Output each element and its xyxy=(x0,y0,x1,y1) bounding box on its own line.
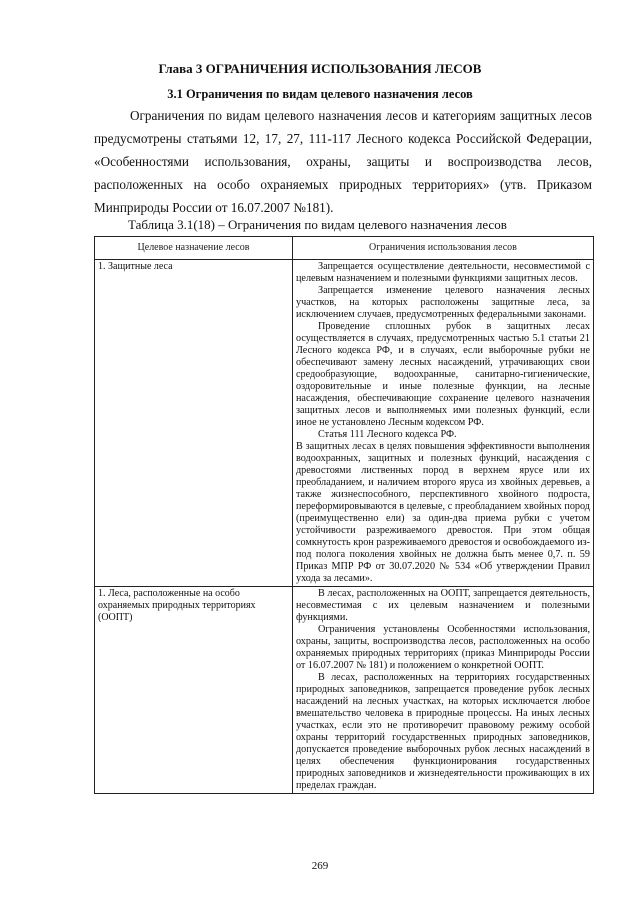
restriction-paragraph: Ограничения установлены Особенностями использования, охраны, защиты, воспроизводства лесов, расположенных на особо охраняемых природных территориях (приказ Минприроды России от 16.07.2007 № 181) и положением о конкретной ООПТ. xyxy=(295,624,590,671)
intro-text xyxy=(94,104,592,219)
restriction-paragraph: Запрещается изменение целевого назначения лесных участков, на которых расположены защитные леса, за исключением случаев, предусмотренных федеральными законами. xyxy=(295,285,590,320)
table-row xyxy=(95,260,594,587)
table-row xyxy=(95,587,594,794)
row-purpose-name: 1. Леса, расположенные на особо охраняемых природных территориях (ООПТ) xyxy=(95,587,293,794)
table-caption: Таблица 3.1(18) – Ограничения по видам целевого назначения лесов xyxy=(128,217,507,232)
row-restrictions xyxy=(292,587,593,794)
page-number: 269 xyxy=(311,860,329,872)
restriction-paragraph: Запрещается осуществление деятельности, несовместимой с целевым назначением и полезными функциями защитных лесов. xyxy=(295,261,590,284)
restriction-paragraph: Проведение сплошных рубок в защитных лесах осуществляется в случаях, предусмотренных частью 5.1 статьи 21 Лесного кодекса РФ, и в случаях, если выборочные рубки не обеспечивают замену лесных насаждений, утрачивающих свои средообразующие, водоохранные, санитарно-гигиенические, оздоровительные и иные полезные функции, на лесные насаждения, обеспечивающие сохранение целевого назначения защитных лесов и выполняемых ими полезных функций, если иное не установлено Лесным кодексом РФ. xyxy=(295,321,590,428)
section-title: 3.1 Ограничения по видам целевого назначения лесов xyxy=(167,87,473,101)
chapter-title: Глава 3 ОГРАНИЧЕНИЯ ИСПОЛЬЗОВАНИЯ ЛЕСОВ xyxy=(158,61,482,76)
restriction-paragraph: В лесах, расположенных на ООПТ, запрещается деятельность, несовместимая с их целевым назначением и полезными функциями. xyxy=(295,588,590,623)
restriction-paragraph: В лесах, расположенных на территориях государственных природных заповедников, запрещается проведение рубок лесных насаждений на лесных участках, на которых исключается любое вмешательство человека в природные процессы. На иных лесных участках, если это не противоречит правовому режиму особой охраны территорий государственных природных заповедников, допускается проведение выборочных рубок лесных насаждений в целях обеспечения функционирования государственных природных заповедников и жизнедеятельности проживающих в их пределах граждан. xyxy=(295,672,590,791)
header-purpose: Целевое назначение лесов xyxy=(95,237,293,260)
restriction-paragraph: В защитных лесах в целях повышения эффективности выполнения водоохранных, защитных и полезных функций, насаждения с древостоями лиственных пород в верхнем ярусе или их преобладанием, и наличием второго яруса из хвойных деревьев, а также жизнеспособного, перспективного хвойного подроста, переформировываются в целевые, с преобладанием хвойных пород (преимущественно ели) за один-два приема рубки с учетом устойчивости разреживаемого древостоя. При этом общая сомкнутость крон разреживаемого древостоя и освобождаемого из-под полога поколения хвойных не должна быть менее 0,7. п. 59 Приказ МПР РФ от 30.07.2020 № 534 «Об утверждении Правил ухода за лесами». xyxy=(295,441,590,584)
intro-paragraph: Ограничения по видам целевого назначения лесов и категориям защитных лесов предусмотрены статьями 12, 17, 27, 111-117 Лесного кодекса Российской Федерации, «Особенностями использования, охраны, защиты и воспроизводства лесов, расположенных на особо охраняемых природных территориях» (утв. Приказом Минприроды России от 16.07.2007 №181). xyxy=(94,108,592,215)
row-purpose-name: 1. Защитные леса xyxy=(95,260,293,587)
restrictions-table xyxy=(94,236,594,794)
restriction-paragraph: Статья 111 Лесного кодекса РФ. xyxy=(317,429,457,440)
row-restrictions xyxy=(292,260,593,587)
header-restrictions: Ограничения использования лесов xyxy=(292,237,593,260)
table-header-row xyxy=(95,237,594,260)
